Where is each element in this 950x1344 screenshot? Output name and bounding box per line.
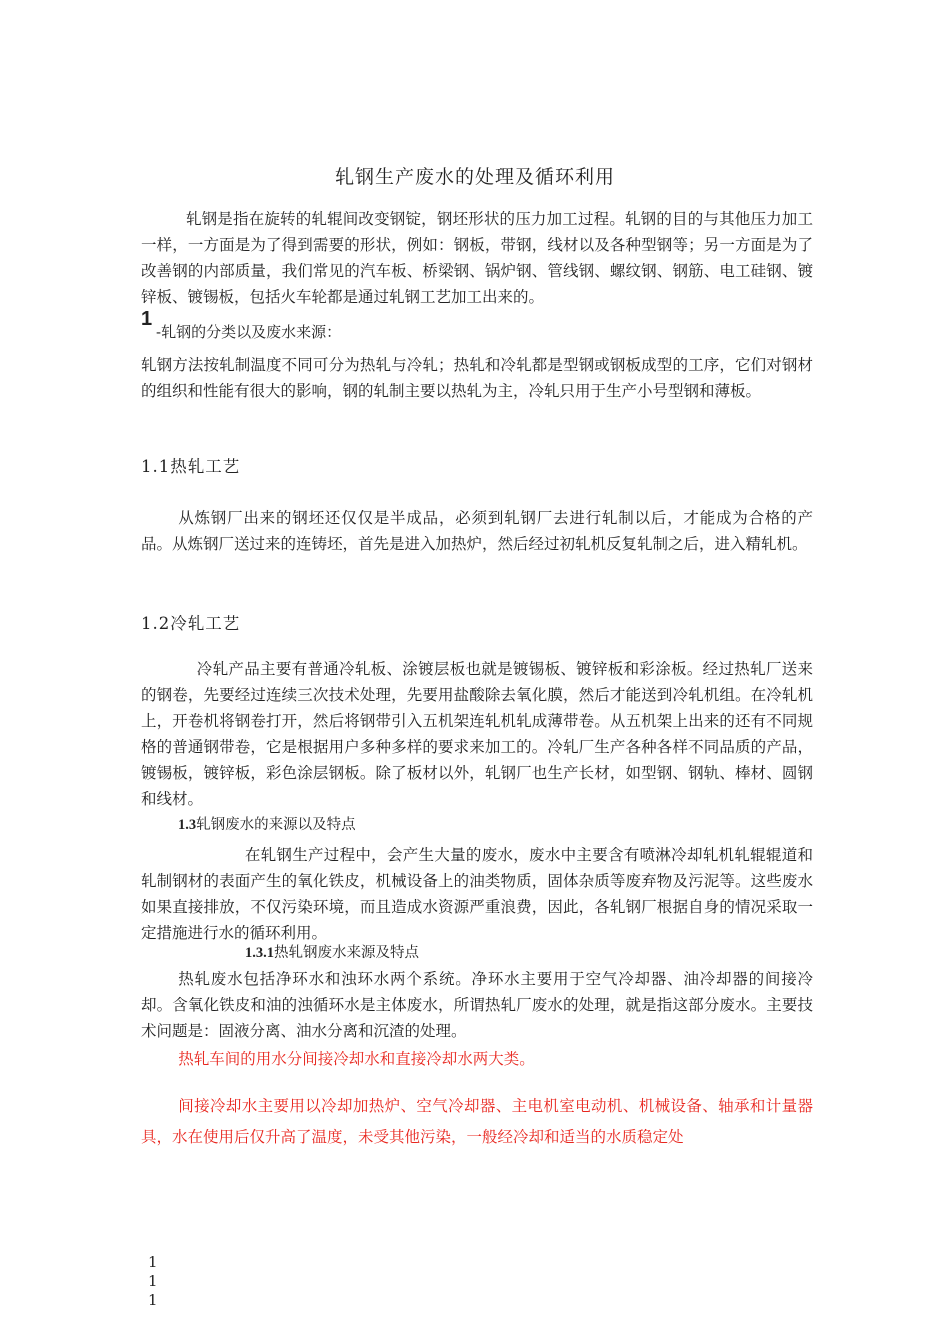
page-number: 1 (148, 1291, 158, 1309)
section-1-3-1-heading (245, 941, 419, 965)
section-1-2-body: 冷轧产品主要有普通冷轧板、涂镀层板也就是镀锡板、镀锌板和彩涂板。经过热轧厂送来的钢卷，先要经过连续三次技术处理，先要用盐酸除去氧化膜，然后才能送到冷轧机组。在冷轧机上，开卷机将钢卷打开，然后将钢带引入五机架连轧机轧成薄带卷。从五机架上出来的还有不同规格的普通钢带卷，它是根据用户多种多样的要求来加工的。冷轧厂生产各种各样不同品质的产品，镀锡板，镀锌板，彩色涂层钢板。除了板材以外，轧钢厂也生产长材，如型钢、钢轨、棒材、圆钢和线材。 (141, 660, 813, 808)
section-1-3-heading (178, 813, 356, 837)
section-1-3-1-number: 1.3.1 (245, 945, 274, 961)
section-1-3-1-title: 热轧钢废水来源及特点 (274, 945, 419, 961)
intro-paragraph: 轧钢是指在旋转的轧辊间改变钢锭，钢坯形状的压力加工过程。轧钢的目的与其他压力加工一样，一方面是为了得到需要的形状，例如：钢板，带钢，线材以及各种型钢等；另一方面是为了改善钢的内部质量，我们常见的汽车板、桥梁钢、锅炉钢、管线钢、螺纹钢、钢筋、电工硅钢、镀锌板、镀锡板，包括火车轮都是通过轧钢工艺加工出来的。 (141, 210, 813, 306)
page-number: 1 (148, 1272, 158, 1290)
page-number: 1 (148, 1253, 158, 1271)
section-1-1-heading: 1.1热轧工艺 (141, 457, 241, 476)
section-1-3-number: 1.3 (178, 817, 197, 833)
section-1-number: 1 (141, 308, 153, 330)
section-1-1-body: 从炼钢厂出来的钢坯还仅仅是半成品，必须到轧钢厂去进行轧制以后，才能成为合格的产品。从炼钢厂送过来的连铸坯，首先是进入加热炉，然后经过初轧机反复轧制之后，进入精轧机。 (141, 509, 813, 553)
section-1-body: 轧钢方法按轧制温度不同可分为热轧与冷轧；热轧和冷轧都是型钢或钢板成型的工序，它们对钢材的组织和性能有很大的影响，钢的轧制主要以热轧为主，冷轧只用于生产小号型钢和薄板。 (141, 356, 813, 400)
footer-page-numbers (148, 1253, 158, 1310)
section-1-3-title: 轧钢废水的来源以及特点 (196, 817, 356, 833)
section-1-2-heading: 1.2冷轧工艺 (141, 614, 241, 633)
red-highlight-line: 热轧车间的用水分间接冷却水和直接冷却水两大类。 (178, 1050, 535, 1068)
section-1-3-body: 在轧钢生产过程中，会产生大量的废水，废水中主要含有喷淋冷却轧机轧辊辊道和轧制钢材的表面产生的氧化铁皮，机械设备上的油类物质，固体杂质等废弃物及污泥等。这些废水如果直接排放，不仅污染环境，而且造成水资源严重浪费，因此，各轧钢厂根据自身的情况采取一定措施进行水的循环利用。 (141, 846, 813, 942)
document-title: 轧钢生产废水的处理及循环利用 (334, 166, 615, 188)
red-highlight-paragraph: 间接冷却水主要用以冷却加热炉、空气冷却器、主电机室电动机、机械设备、轴承和计量器具，水在使用后仅升高了温度，未受其他污染，一般经冷却和适当的水质稳定处 (141, 1097, 813, 1146)
section-1-label: -轧钢的分类以及废水来源： (156, 323, 342, 341)
section-1-3-1-body: 热轧废水包括净环水和浊环水两个系统。净环水主要用于空气冷却器、油冷却器的间接冷却。含氧化铁皮和油的浊循环水是主体废水，所谓热轧厂废水的处理，就是指这部分废水。主要技术问题是：固液分离、油水分离和沉渣的处理。 (141, 970, 813, 1040)
